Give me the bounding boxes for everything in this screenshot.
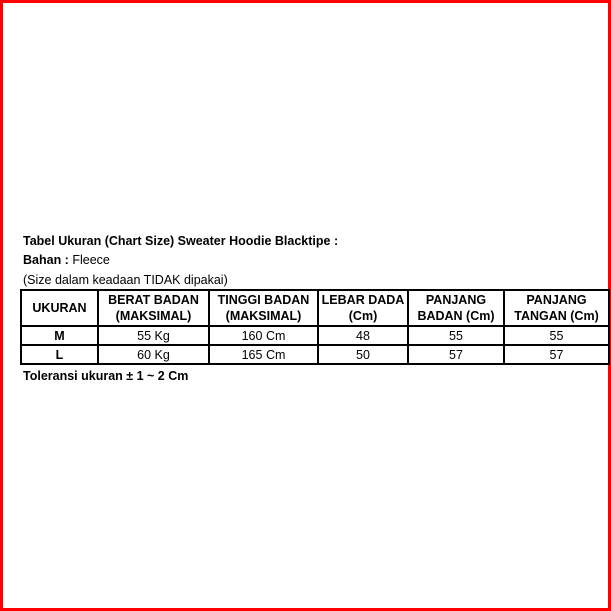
material-label: Bahan : [23, 253, 69, 267]
cell-berat: 60 Kg [98, 345, 209, 364]
cell-tinggi: 160 Cm [209, 326, 318, 345]
table-header-row [21, 290, 609, 326]
size-note: (Size dalam keadaan TIDAK dipakai) [23, 273, 228, 287]
table-row [21, 326, 609, 345]
size-chart-table [20, 289, 610, 365]
cell-size: L [21, 345, 98, 364]
cell-panjang-tangan: 57 [504, 345, 609, 364]
page-title: Tabel Ukuran (Chart Size) Sweater Hoodie Blacktipe : [23, 234, 339, 248]
cell-panjang-badan: 57 [408, 345, 504, 364]
tolerance-note: Toleransi ukuran ± 1 ~ 2 Cm [23, 369, 189, 383]
header-tinggi-badan: TINGGI BADAN (MAKSIMAL) [209, 290, 318, 326]
cell-panjang-badan: 55 [408, 326, 504, 345]
cell-tinggi: 165 Cm [209, 345, 318, 364]
table-row [21, 345, 609, 364]
cell-panjang-tangan: 55 [504, 326, 609, 345]
header-ukuran: UKURAN [21, 290, 98, 326]
material-value: Fleece [72, 253, 110, 267]
material-line [23, 253, 110, 267]
cell-lebar-dada: 48 [318, 326, 408, 345]
header-lebar-dada: LEBAR DADA (Cm) [318, 290, 408, 326]
header-berat-badan: BERAT BADAN (MAKSIMAL) [98, 290, 209, 326]
header-panjang-tangan: PANJANG TANGAN (Cm) [504, 290, 609, 326]
header-panjang-badan: PANJANG BADAN (Cm) [408, 290, 504, 326]
cell-berat: 55 Kg [98, 326, 209, 345]
cell-lebar-dada: 50 [318, 345, 408, 364]
cell-size: M [21, 326, 98, 345]
